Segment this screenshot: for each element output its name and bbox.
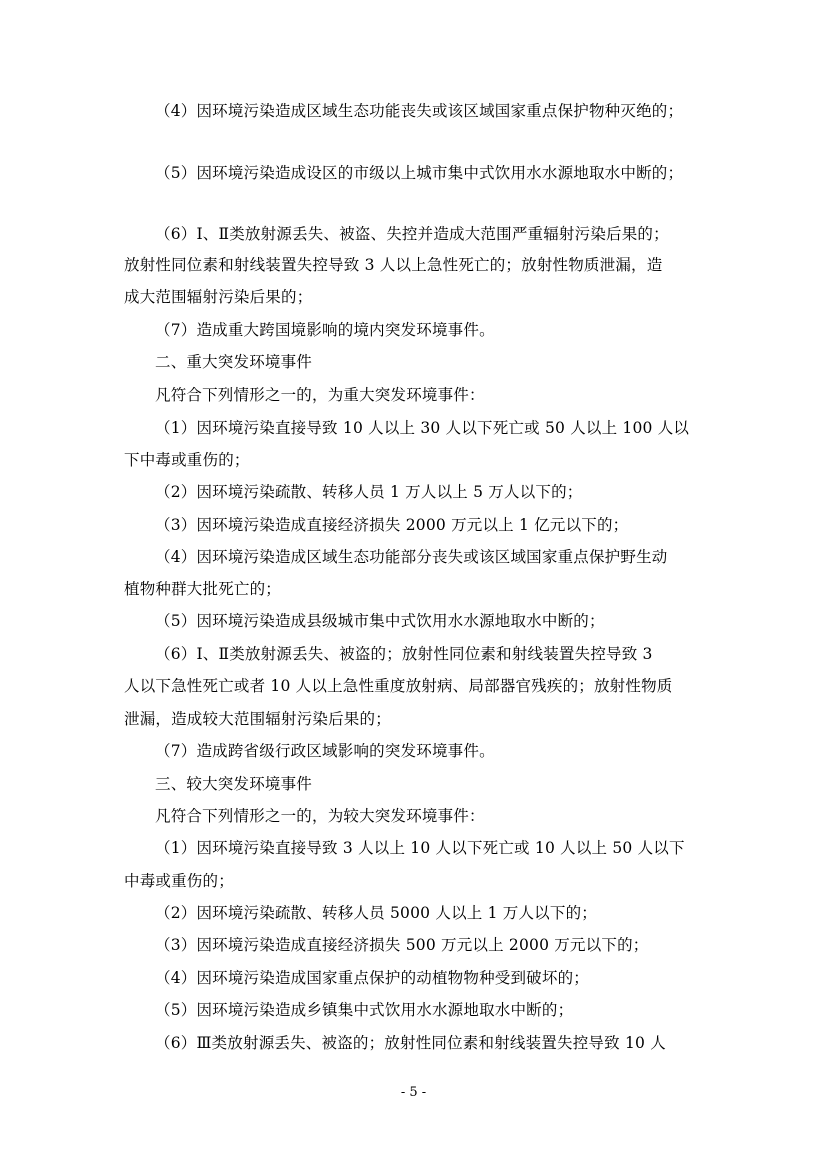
text-line: （1）因环境污染直接导致 10 人以上 30 人以下死亡或 50 人以上 100 人以 (155, 419, 690, 437)
text-line: （5）因环境污染造成设区的市级以上城市集中式饮用水水源地取水中断的； (155, 164, 684, 182)
text-line: 泄漏，造成较大范围辐射污染后果的； (124, 710, 391, 728)
text-line: （2）因环境污染疏散、转移人员 5000 人以上 1 万人以下的； (155, 904, 597, 922)
text-line: 下中毒或重伤的； (124, 451, 250, 469)
text-line: （1）因环境污染直接导致 3 人以上 10 人以下死亡或 10 人以上 50 人以下 (155, 839, 685, 857)
text-line: 成大范围辐射污染后果的； (124, 288, 313, 306)
page-number: - 5 - (400, 1085, 427, 1100)
section-heading: 二、重大突发环境事件 (155, 353, 313, 371)
text-line: （7）造成重大跨国境影响的境内突发环境事件。 (155, 321, 495, 339)
text-line: （4）因环境污染造成区域生态功能丧失或该区域国家重点保护物种灭绝的； (155, 102, 684, 120)
text-line: 凡符合下列情形之一的，为较大突发环境事件： (155, 807, 485, 825)
text-line: （3）因环境污染造成直接经济损失 500 万元以上 2000 万元以下的； (155, 936, 649, 954)
text-line: （6）Ⅰ、Ⅱ类放射源丢失、被盗的；放射性同位素和射线装置失控导致 3 (155, 645, 653, 663)
text-line: （6）Ⅲ类放射源丢失、被盗的；放射性同位素和射线装置失控导致 10 人 (155, 1034, 666, 1052)
section-heading: 三、较大突发环境事件 (155, 775, 313, 793)
text-line: （4）因环境污染造成区域生态功能部分丧失或该区域国家重点保护野生动 (155, 548, 668, 566)
text-line: （6）Ⅰ、Ⅱ类放射源丢失、被盗、失控并造成大范围严重辐射污染后果的； (155, 225, 669, 243)
text-line: 中毒或重伤的； (124, 872, 234, 890)
text-line: 凡符合下列情形之一的，为重大突发环境事件： (155, 386, 485, 404)
text-line: （5）因环境污染造成县级城市集中式饮用水水源地取水中断的； (155, 612, 605, 630)
text-line: （7）造成跨省级行政区域影响的突发环境事件。 (155, 742, 495, 760)
text-line: （3）因环境污染造成直接经济损失 2000 万元以上 1 亿元以下的； (155, 516, 629, 534)
text-line: 人以下急性死亡或者 10 人以上急性重度放射病、局部器官残疾的；放射性物质 (124, 677, 673, 695)
text-line: 放射性同位素和射线装置失控导致 3 人以上急性死亡的；放射性物质泄漏，造 (124, 256, 663, 274)
text-line: （2）因环境污染疏散、转移人员 1 万人以上 5 万人以下的； (155, 483, 583, 501)
text-line: （4）因环境污染造成国家重点保护的动植物物种受到破坏的； (155, 969, 589, 987)
text-line: （5）因环境污染造成乡镇集中式饮用水水源地取水中断的； (155, 1001, 574, 1019)
text-line: 植物种群大批死亡的； (124, 580, 282, 598)
